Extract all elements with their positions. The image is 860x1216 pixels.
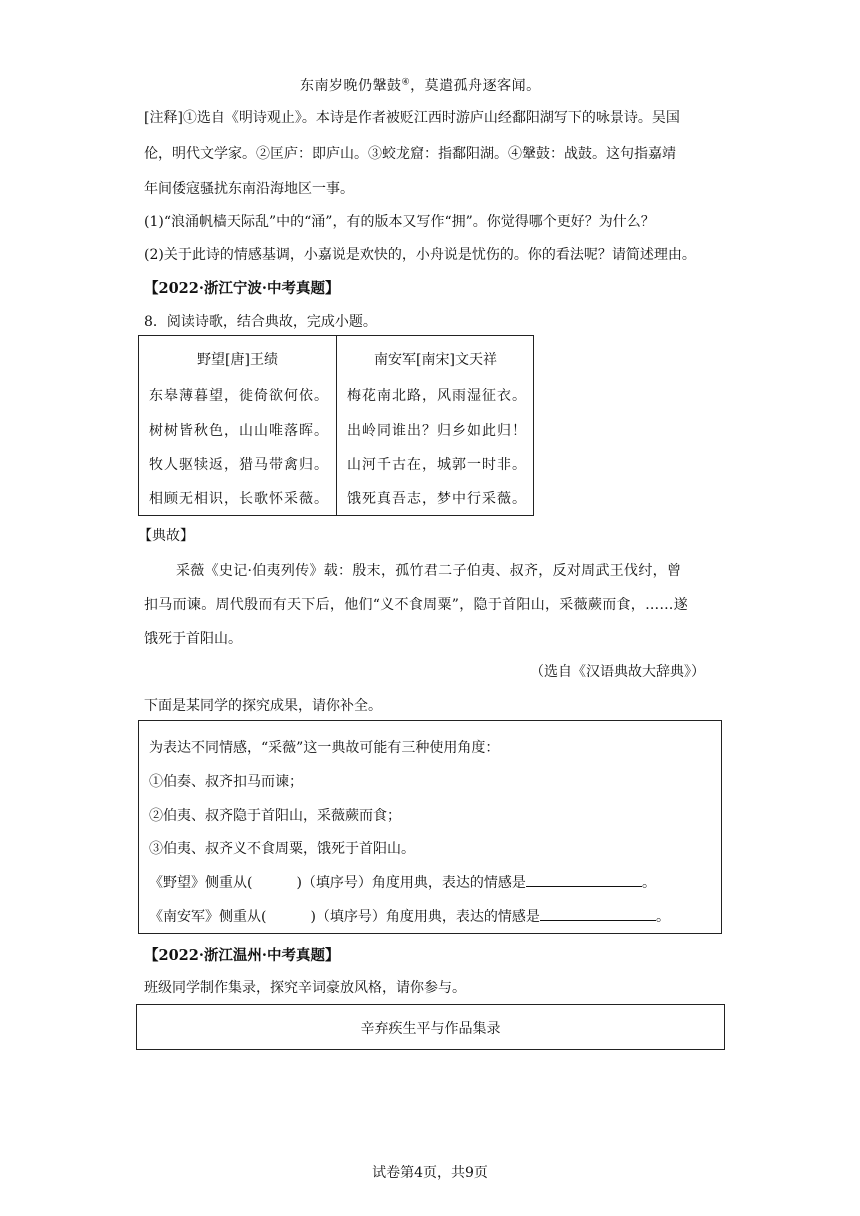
poem-line: 出岭同谁出？归乡如此归！	[347, 423, 527, 439]
poem-last-line-text: 东南岁晚仍鞶鼓	[300, 78, 402, 94]
poem-title-yewang: 野望[唐]王绩	[197, 352, 278, 368]
research-line-4: ③伯夷、叔齐义不食周粟，饿死于首阳山。	[149, 841, 415, 857]
section-heading-wenzhou: 【2022·浙江温州·中考真题】	[144, 947, 340, 964]
notes-line-1: [注释]①选自《明诗观止》。本诗是作者被贬江西时游庐山经鄱阳湖写下的咏景诗。吴国	[144, 110, 680, 126]
notes-line-3: 年间倭寇骚扰东南沿海地区一事。	[144, 181, 354, 197]
question-2: (2)关于此诗的情感基调，小嘉说是欢快的，小舟说是忧伤的。你的看法呢？请简述理由。	[144, 247, 696, 263]
wenzhou-intro: 班级同学制作集录，探究辛词豪放风格，请你参与。	[144, 980, 466, 996]
fill-yewang-prefix: 《野望》侧重从(	[149, 875, 253, 891]
fill-yewang-mid: )（填序号）角度用典，表达的情感是	[296, 875, 526, 891]
collection-title-box	[136, 1004, 725, 1050]
fill-yewang-end: 。	[641, 875, 656, 891]
footnote-marker: ④	[401, 77, 411, 88]
allusion-line-1: 采薇《史记·伯夷列传》载：殷末，孤竹君二子伯夷、叔齐，反对周武王伐纣，曾	[176, 563, 682, 579]
allusion-line-2: 扣马而谏。周代殷而有天下后，他们“义不食周粟”，隐于首阳山，采薇蕨而食，……遂	[144, 597, 689, 613]
research-intro: 下面是某同学的探究成果，请你补全。	[144, 698, 382, 714]
research-line-3: ②伯夷、叔齐隐于首阳山，采薇蕨而食；	[149, 808, 401, 824]
page-footer: 试卷第4页，共9页	[372, 1165, 488, 1181]
poem-line: 牧人驱犊返，猎马带禽归。	[149, 457, 329, 473]
collection-title: 辛弃疾生平与作品集录	[360, 1021, 501, 1037]
poem-line: 东皋薄暮望，徙倚欲何依。	[149, 388, 329, 404]
section-heading-ningbo: 【2022·浙江宁波·中考真题】	[144, 280, 340, 297]
blank-yewang-emotion[interactable]	[526, 885, 642, 887]
poem-title-nananjun: 南安军[南宋]文天祥	[374, 352, 497, 368]
allusion-source: （选自《汉语典故大辞典》）	[530, 664, 705, 680]
research-line-1: 为表达不同情感，“采薇”这一典故可能有三种使用角度：	[149, 740, 500, 756]
poem-last-line-rest: ，莫遣孤舟逐客闻。	[410, 78, 541, 94]
question-8: 8．阅读诗歌，结合典故，完成小题。	[144, 314, 377, 330]
poem-line: 相顾无相识，长歌怀采薇。	[149, 491, 329, 507]
poem-line: 梅花南北路，风雨湿征衣。	[347, 388, 527, 404]
research-box	[138, 720, 722, 934]
question-1: (1)“浪涌帆樯天际乱”中的“涌”，有的版本又写作“拥”。你觉得哪个更好？为什么？	[144, 214, 655, 230]
allusion-heading: 【典故】	[138, 528, 194, 544]
poem-line: 饿死真吾志，梦中行采薇。	[347, 491, 527, 507]
poem-last-line	[300, 75, 541, 95]
poem-line: 山河千古在，城郭一时非。	[347, 457, 527, 473]
poem-table	[138, 335, 534, 516]
fill-nananjun-prefix: 《南安军》侧重从(	[149, 909, 267, 925]
research-line-2: ①伯奏、叔齐扣马而谏；	[149, 774, 303, 790]
allusion-line-3: 饿死于首阳山。	[144, 631, 242, 647]
notes-line-2: 伦，明代文学家。②匡庐：即庐山。③蛟龙窟：指鄱阳湖。④鞶鼓：战鼓。这句指嘉靖	[144, 146, 676, 162]
poem-line: 树树皆秋色，山山唯落晖。	[149, 423, 329, 439]
fill-in-yewang	[149, 872, 656, 892]
fill-nananjun-end: 。	[655, 909, 670, 925]
fill-in-nananjun	[149, 906, 670, 926]
blank-nananjun-emotion[interactable]	[540, 919, 656, 921]
fill-nananjun-mid: )（填序号）角度用典，表达的情感是	[310, 909, 540, 925]
